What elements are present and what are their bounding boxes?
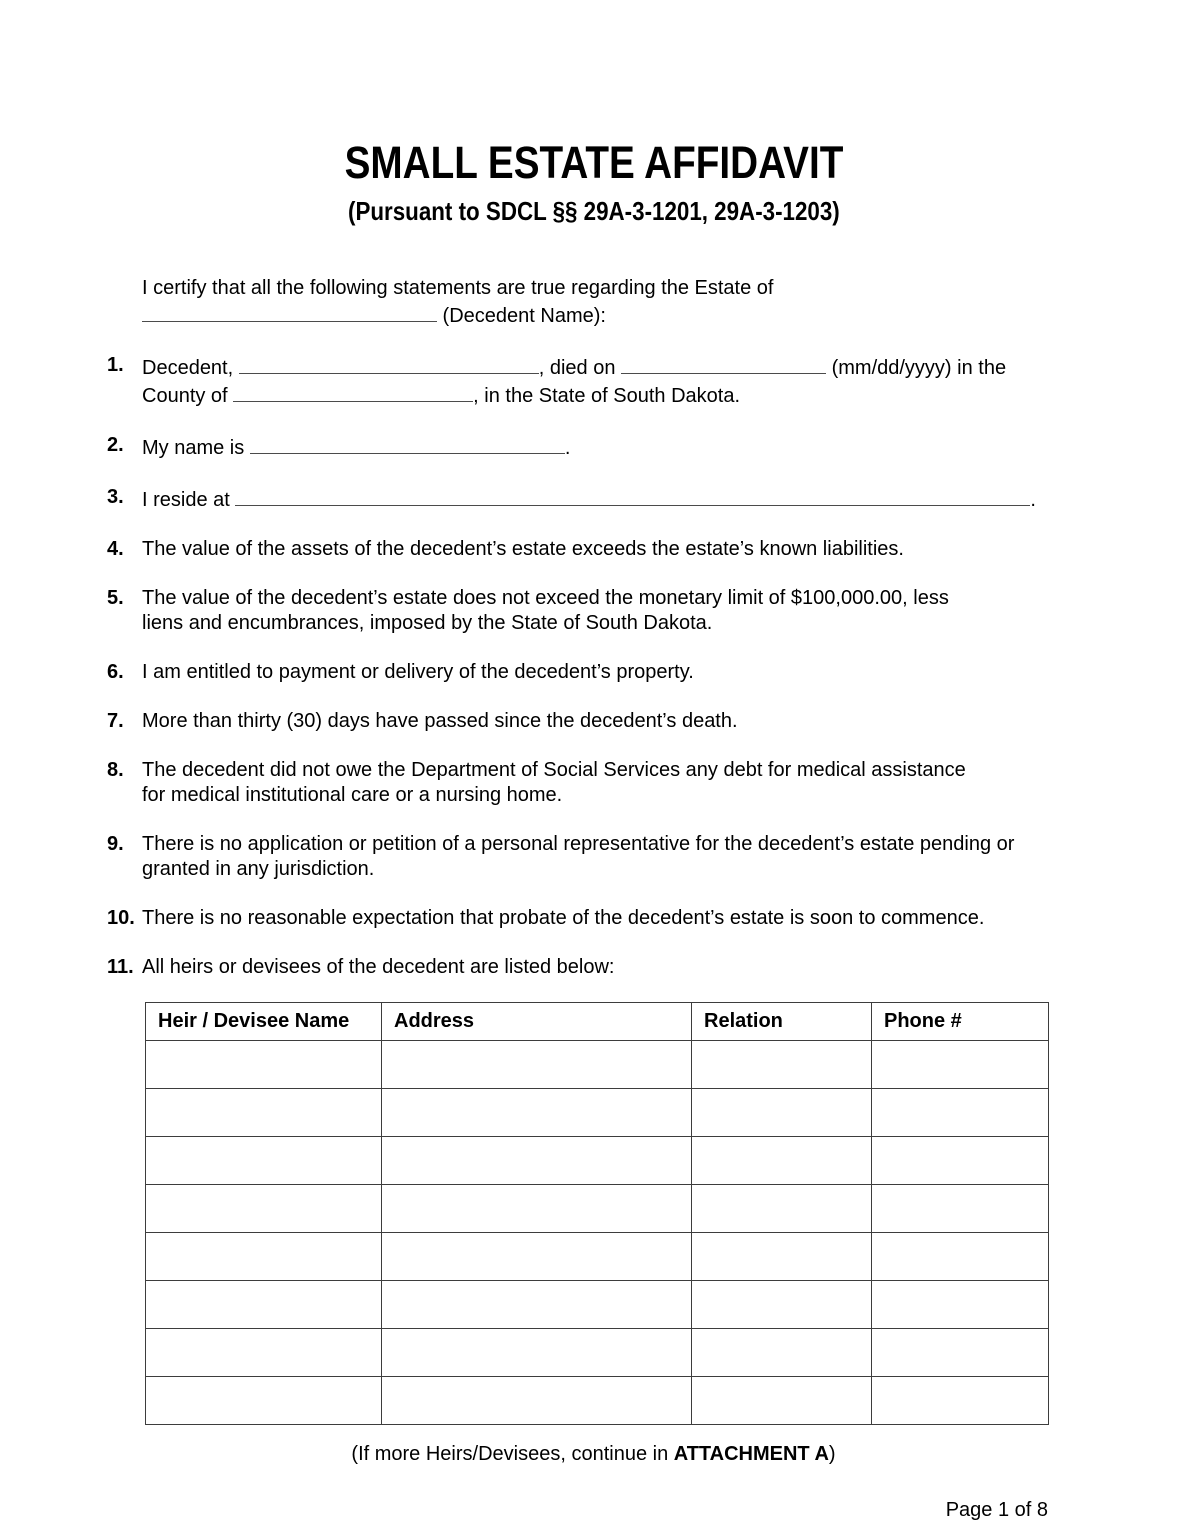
statement-text [142,758,1057,808]
statement-number: 6. [107,661,124,683]
statements-list [107,353,1048,980]
text-run: granted in any jurisdiction. [142,858,375,880]
text-run: More than thirty (30) days have passed since the decedent’s death. [142,710,738,732]
table-footnote [0,1442,1187,1467]
statement-text [142,906,1057,931]
table-cell [872,1041,1049,1089]
table-cell [146,1281,382,1329]
text-run: I am entitled to payment or delivery of the decedent’s property. [142,661,694,683]
statement-text [142,660,1057,685]
affiant-name-field [250,433,565,454]
text-run: Decedent, [142,357,239,379]
statement-item-11 [107,955,1048,980]
decedent-name-1-field [239,353,539,374]
statement-text [142,709,1057,734]
column-header: Address [382,1003,692,1041]
statement-number: 4. [107,538,124,560]
column-header: Heir / Devisee Name [146,1003,382,1041]
text-run: The value of the decedent’s estate does not exceed the monetary limit of $100,000.00, less [142,587,949,609]
statement-text [142,586,1057,636]
table-cell [146,1233,382,1281]
text-run: liens and encumbrances, imposed by the State of South Dakota. [142,612,713,634]
table-cell [872,1185,1049,1233]
text-run: All heirs or devisees of the decedent are listed below: [142,956,615,978]
statement-text [142,832,1057,882]
statement-item-1 [107,353,1048,409]
page-title [0,137,1187,188]
text-run: There is no reasonable expectation that probate of the decedent’s estate is soon to commence. [142,907,985,929]
statement-number: 5. [107,587,124,609]
table-row [146,1233,1049,1281]
decedent-name-field [142,301,437,322]
table-cell [872,1329,1049,1377]
table-cell [146,1089,382,1137]
table-cell [382,1233,692,1281]
table-row [146,1089,1049,1137]
table-cell [692,1041,872,1089]
table-cell [872,1233,1049,1281]
table-cell [692,1089,872,1137]
table-cell [382,1281,692,1329]
table-row [146,1137,1049,1185]
text-run: , died on [538,357,622,379]
statement-item-4 [107,537,1048,562]
table-row [146,1041,1049,1089]
statement-number: 9. [107,833,124,855]
table-cell [872,1137,1049,1185]
intro-paragraph [142,275,1057,329]
heirs-table [145,1002,1049,1425]
column-header: Relation [692,1003,872,1041]
text-run: There is no application or petition of a personal representative for the decedent’s estate pending or [142,833,1015,855]
footnote-attachment-ref: ATTACHMENT A [673,1443,829,1465]
affiant-address-field [235,485,1030,506]
statement-number: 10. [107,907,135,929]
death-date-field [621,353,826,374]
statement-text [142,353,1057,409]
text-run: (Decedent Name): [437,305,606,327]
statement-number: 8. [107,759,124,781]
statement-text [142,485,1057,513]
table-cell [146,1377,382,1425]
table-cell [382,1377,692,1425]
page-subtitle-text: (Pursuant to SDCL §§ 29A-3-1201, 29A-3-1203) [347,196,840,226]
table-cell [692,1329,872,1377]
column-header: Phone # [872,1003,1049,1041]
text-run: , in the State of South Dakota. [473,385,741,407]
statement-number: 3. [107,486,124,508]
page-title-text: SMALL ESTATE AFFIDAVIT [344,137,843,188]
statement-number: 2. [107,434,124,456]
table-cell [382,1329,692,1377]
statement-text [142,537,1057,562]
statement-item-3 [107,485,1048,513]
table-cell [692,1377,872,1425]
statement-item-9 [107,832,1048,882]
statement-item-8 [107,758,1048,808]
statement-number: 11. [107,956,134,978]
table-cell [692,1185,872,1233]
table-cell [872,1377,1049,1425]
text-run: My name is [142,437,250,459]
text-run: (mm/dd/yyyy) in the [826,357,1007,379]
text-run: I certify that all the following statements are true regarding the Estate of [142,277,774,299]
table-row [146,1377,1049,1425]
table-cell [146,1137,382,1185]
table-cell [146,1041,382,1089]
table-cell [872,1089,1049,1137]
text-run: The value of the assets of the decedent’s estate exceeds the estate’s known liabilities. [142,538,904,560]
table-row [146,1329,1049,1377]
table-cell [382,1089,692,1137]
county-field [233,381,473,402]
table-cell [872,1281,1049,1329]
page-subtitle [0,198,1187,224]
page-number: Page 1 of 8 [945,1499,1048,1521]
table-cell [692,1233,872,1281]
text-run: I reside at [142,489,236,511]
document-body [107,275,1048,1425]
statement-item-5 [107,586,1048,636]
statement-item-2 [107,433,1048,461]
statement-number: 1. [107,354,124,376]
text-run: . [564,437,571,459]
table-cell [692,1137,872,1185]
table-row [146,1185,1049,1233]
text-run: for medical institutional care or a nursing home. [142,784,563,806]
statement-item-6 [107,660,1048,685]
heirs-table-header-row [146,1003,1049,1041]
statement-text [142,955,1057,980]
statement-number: 7. [107,710,124,732]
statement-item-10 [107,906,1048,931]
table-cell [692,1281,872,1329]
table-cell [382,1137,692,1185]
text-run: . [1030,489,1036,511]
table-row [146,1281,1049,1329]
text-run: The decedent did not owe the Department of Social Services any debt for medical assistance [142,759,966,781]
table-cell [146,1329,382,1377]
statement-item-7 [107,709,1048,734]
text-run: County of [142,385,234,407]
footnote-prefix: (If more Heirs/Devisees, continue in [351,1443,674,1465]
table-cell [146,1185,382,1233]
table-cell [382,1041,692,1089]
statement-text [142,433,1057,461]
table-cell [382,1185,692,1233]
footnote-suffix: ) [828,1443,836,1465]
